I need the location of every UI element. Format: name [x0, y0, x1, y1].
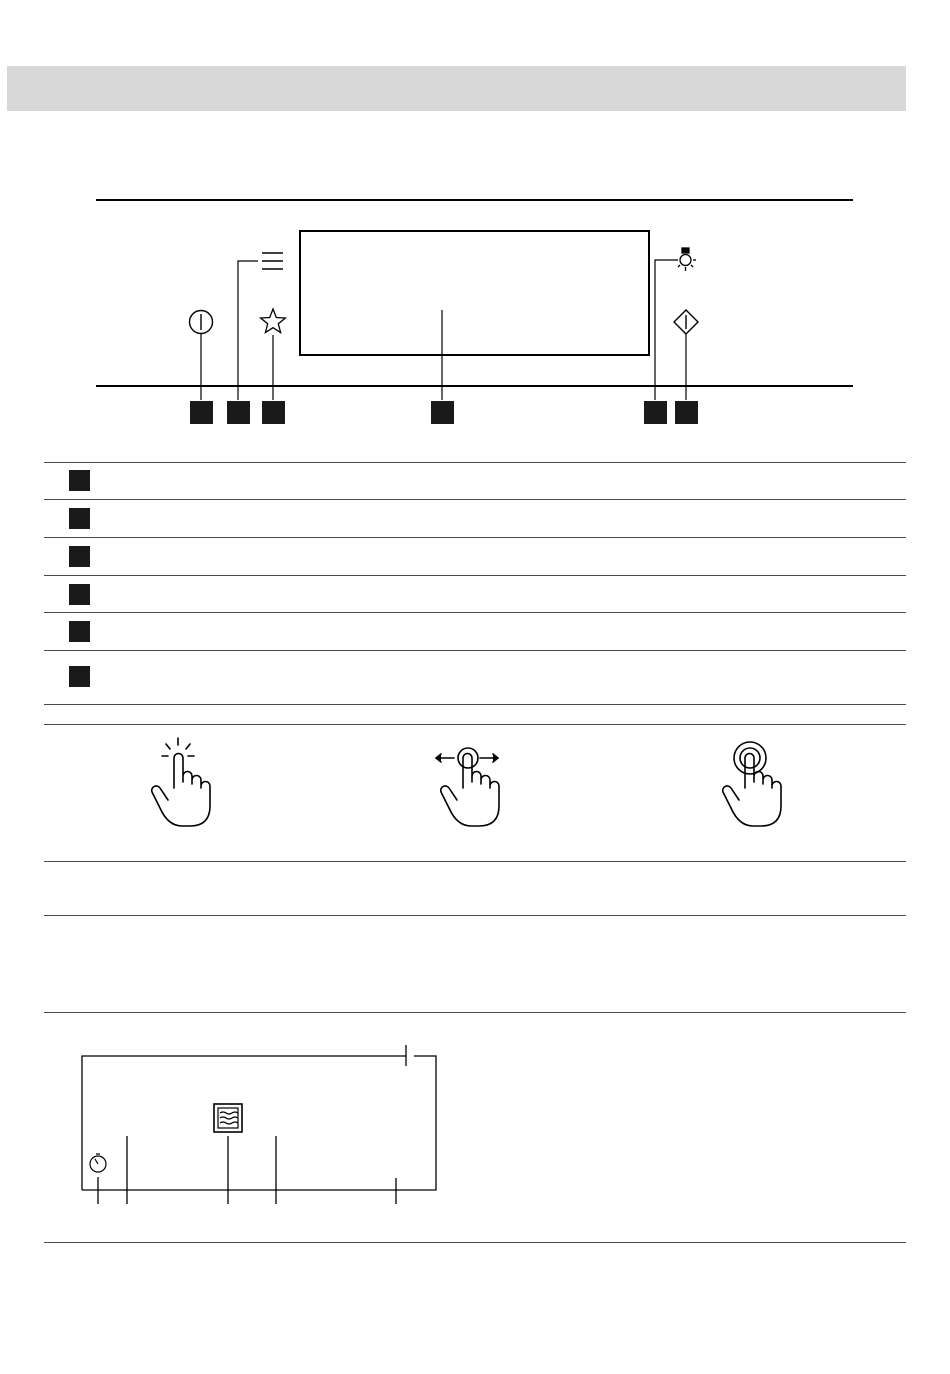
swipe-gesture-icon: [430, 736, 520, 836]
tap-gesture-icon: [148, 736, 228, 836]
microwave-function-icon: [214, 1104, 242, 1132]
legend-marker: [69, 508, 90, 529]
callout-marker-5: [644, 401, 667, 424]
favourite-star-icon[interactable]: [261, 309, 286, 333]
start-diamond-icon[interactable]: [674, 310, 698, 334]
press-hold-gesture-icon: [716, 736, 806, 836]
power-icon[interactable]: [190, 311, 213, 334]
callout-marker-6: [675, 401, 698, 424]
timer-icon: [90, 1154, 106, 1172]
legend-marker: [69, 470, 90, 491]
callout-marker-2: [227, 401, 250, 424]
display-diagram: [60, 1040, 460, 1230]
menu-icon[interactable]: [262, 253, 283, 269]
legend-marker: [69, 621, 90, 642]
callout-marker-4: [431, 401, 454, 424]
callout-marker-1: [190, 401, 213, 424]
display-screen: [300, 231, 649, 355]
control-panel-drawing: [0, 0, 950, 430]
lamp-icon[interactable]: [675, 248, 696, 271]
legend-marker: [69, 546, 90, 567]
legend-marker: [69, 666, 90, 687]
legend-marker: [69, 584, 90, 605]
callout-marker-3: [262, 401, 285, 424]
